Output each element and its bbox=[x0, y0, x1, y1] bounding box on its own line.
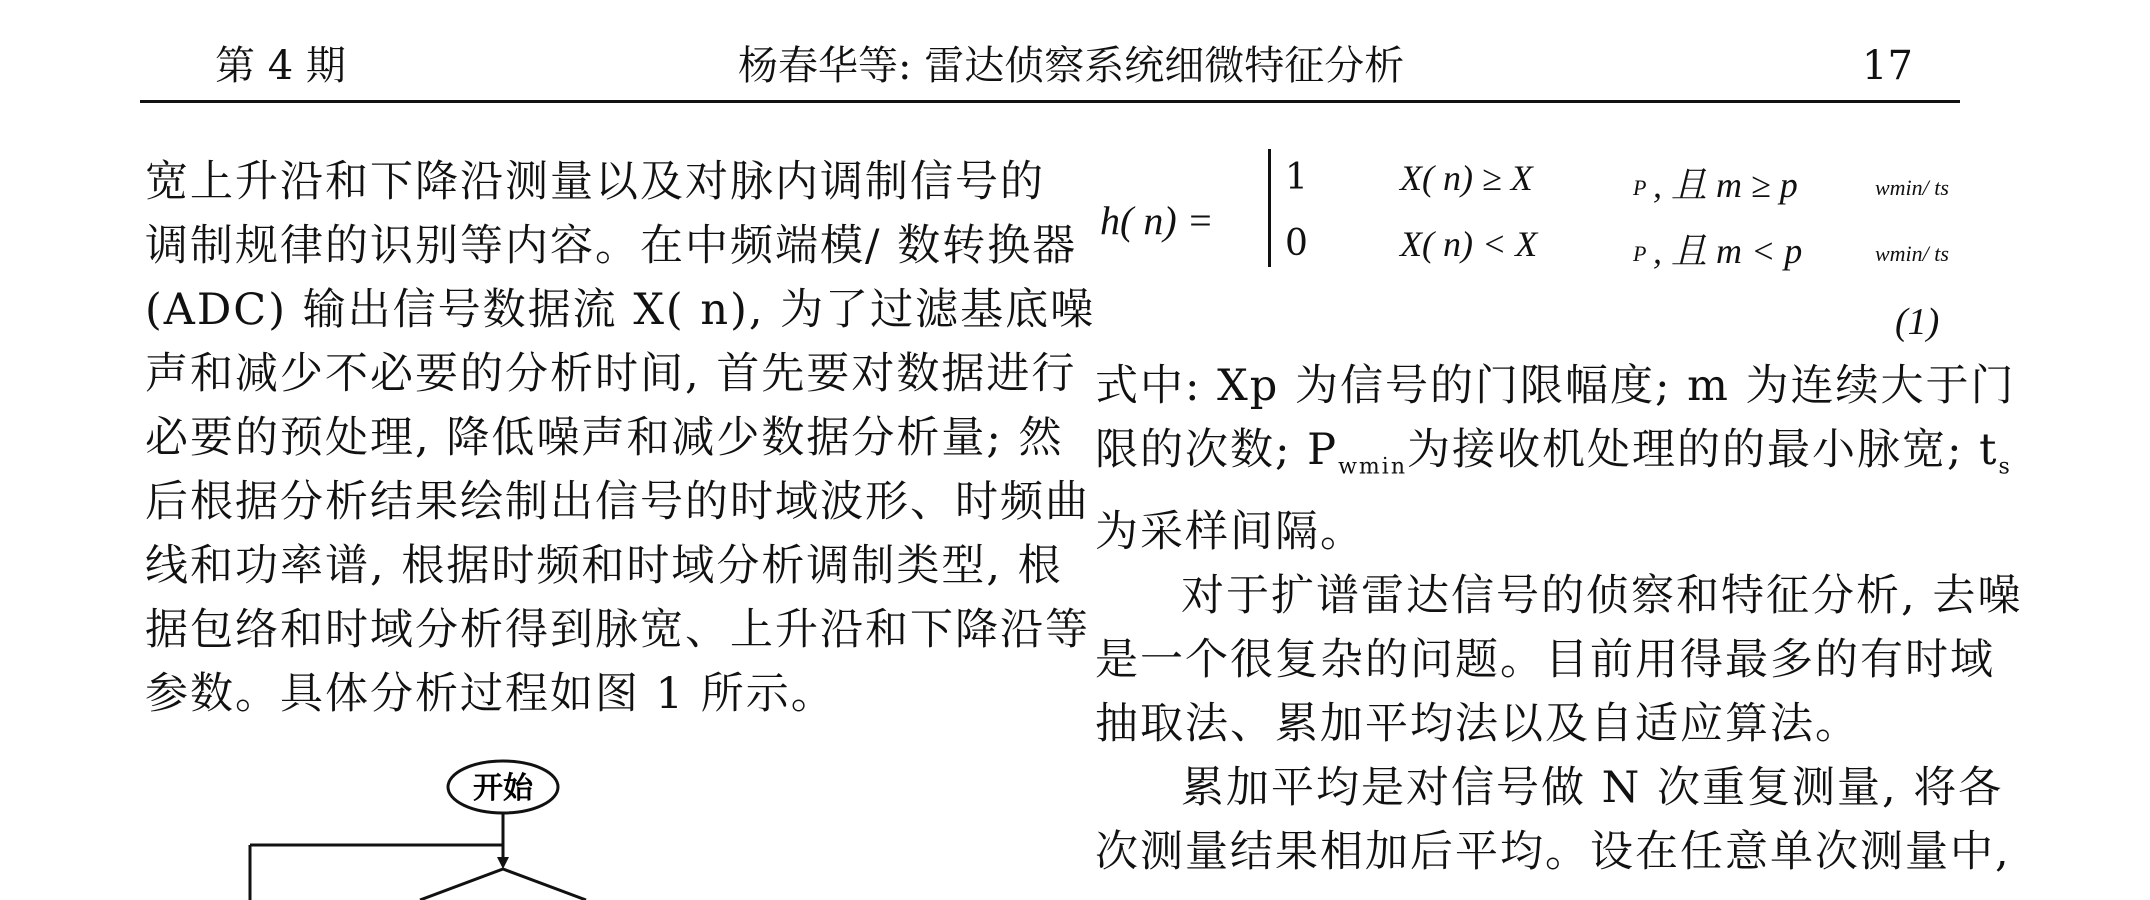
text-line: 据包络和时域分析得到脉宽、上升沿和下降沿等 bbox=[145, 605, 1090, 655]
equation-brace bbox=[1268, 149, 1271, 267]
flowchart bbox=[230, 755, 650, 900]
flowchart-arrowhead bbox=[497, 857, 509, 869]
text-line: 对于扩谱雷达信号的侦察和特征分析, 去噪 bbox=[1181, 570, 2023, 621]
text-line: 调制规律的识别等内容。在中频端模/ 数转换器 bbox=[145, 221, 1078, 271]
text-line: 后根据分析结果绘制出信号的时域波形、时频曲 bbox=[145, 477, 1090, 527]
text-line: 声和减少不必要的分析时间, 首先要对数据进行 bbox=[145, 349, 1077, 399]
text-line: 次测量结果相加后平均。设在任意单次测量中, bbox=[1095, 826, 2011, 877]
text-line: 累加平均是对信号做 N 次重复测量, 将各 bbox=[1181, 762, 2004, 813]
right-column bbox=[1095, 354, 2023, 884]
running-title: 杨春华等: 雷达侦察系统细微特征分析 bbox=[738, 43, 1405, 89]
text-line: 线和功率谱, 根据时频和时域分析调制类型, 根 bbox=[145, 541, 1063, 591]
equation-number: (1) bbox=[1895, 301, 1940, 343]
text-line: 限的次数; $P_{wmin}$为接收机处理的的最小脉宽; $t_s$ bbox=[1095, 425, 2012, 480]
text-line: 参数。具体分析过程如图 1 所示。 bbox=[145, 669, 836, 719]
equation-lhs: h( n) = bbox=[1100, 198, 1214, 243]
text-line: 式中: Xp 为信号的门限幅度; m 为连续大于门 bbox=[1095, 361, 2016, 411]
text-line: 必要的预处理, 降低噪声和减少数据分析量; 然 bbox=[145, 413, 1064, 463]
text-line: 是一个很复杂的问题。目前用得最多的有时域 bbox=[1095, 634, 1995, 685]
equation: h( n) = 1 X( n) ≥ X P , 且 m ≥ p wmin/ ts 0 X( n) < X P , 且 m < p wmin/ ts bbox=[1100, 145, 1960, 345]
flowchart-decision-node bbox=[420, 869, 586, 900]
page-number: 17 bbox=[1862, 43, 1913, 89]
text-line: (ADC) 输出信号数据流 X( n), 为了过滤基底噪 bbox=[145, 285, 1096, 335]
text-line: 为采样间隔。 bbox=[1095, 506, 1365, 557]
left-column bbox=[145, 150, 1095, 726]
header-rule bbox=[140, 100, 1960, 103]
text-line: 宽上升沿和下降沿测量以及对脉内调制信号的 bbox=[145, 157, 1045, 207]
journal-issue: 第 4 期 bbox=[215, 43, 346, 89]
flowchart-start-label: 开始 bbox=[473, 771, 533, 806]
text-line: 抽取法、累加平均法以及自适应算法。 bbox=[1095, 698, 1860, 749]
